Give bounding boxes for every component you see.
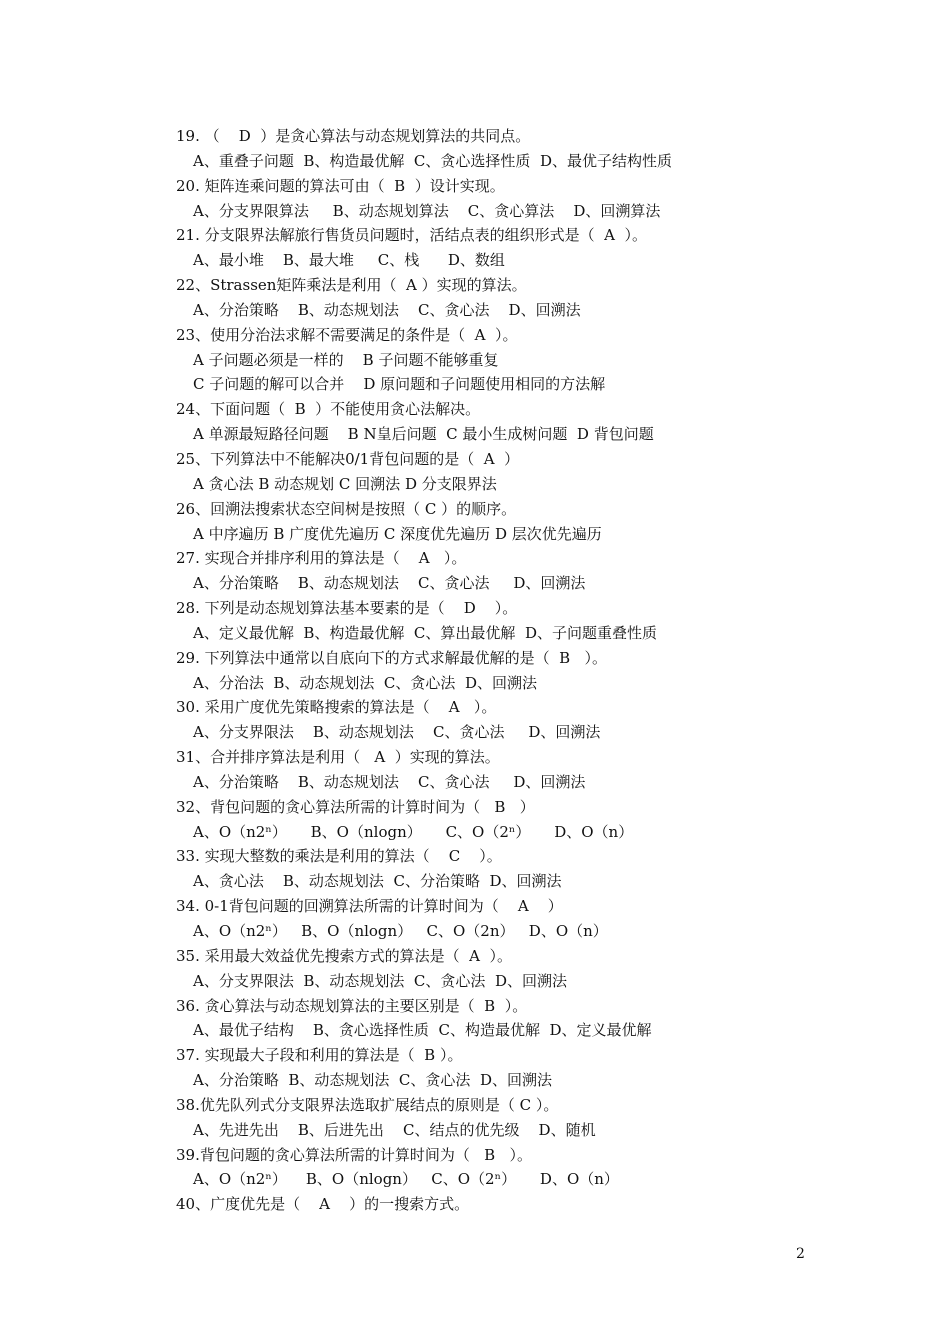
question-line: 27. 实现合并排序利用的算法是（ A ）。	[176, 549, 467, 568]
question-line: 36. 贪心算法与动态规划算法的主要区别是（ B ）。	[176, 996, 528, 1015]
options-line: A、O（n2ⁿ） B、O（nlogn） C、O（2ⁿ） D、O（n）	[193, 1170, 619, 1189]
question-line: 37. 实现最大子段和利用的算法是（ B ）。	[176, 1046, 463, 1065]
question-line: 32、背包问题的贪心算法所需的计算时间为（ B ）	[176, 797, 535, 816]
options-line: A、分治策略 B、动态规划法 C、贪心法 D、回溯法	[193, 772, 586, 791]
options-line: A 子问题必须是一样的 B 子问题不能够重复	[193, 350, 499, 369]
options-line: A、先进先出 B、后进先出 C、结点的优先级 D、随机	[193, 1120, 596, 1139]
options-line: A 中序遍历 B 广度优先遍历 C 深度优先遍历 D 层次优先遍历	[193, 524, 602, 543]
options-line: A、分支界限法 B、动态规划法 C、贪心法 D、回溯法	[193, 723, 601, 742]
options-line: A、分治策略 B、动态规划法 C、贪心法 D、回溯法	[193, 574, 586, 593]
question-line: 23、使用分治法求解不需要满足的条件是（ A ）。	[176, 325, 518, 344]
options-line: A、分治法 B、动态规划法 C、贪心法 D、回溯法	[193, 673, 537, 692]
options-line: A、分支界限法 B、动态规划法 C、贪心法 D、回溯法	[193, 971, 567, 990]
options-line: A、贪心法 B、动态规划法 C、分治策略 D、回溯法	[193, 872, 562, 891]
question-line: 20. 矩阵连乘问题的算法可由（ B ）设计实现。	[176, 176, 505, 195]
options-line: A、O（n2ⁿ） B、O（nlogn） C、O（2n） D、O（n）	[193, 922, 608, 940]
question-line: 22、Strassen矩阵乘法是利用（ A ）实现的算法。	[176, 276, 527, 295]
question-line: 35. 采用最大效益优先搜索方式的算法是（ A ）。	[176, 946, 513, 965]
question-line: 29. 下列算法中通常以自底向下的方式求解最优解的是（ B ）。	[176, 648, 607, 667]
question-line: 34. 0-1背包问题的回溯算法所需的计算时间为（ A ）	[176, 897, 563, 916]
options-line: A、分治策略 B、动态规划法 C、贪心法 D、回溯法	[193, 1071, 552, 1090]
options-line: C 子问题的解可以合并 D 原问题和子问题使用相同的方法解	[193, 375, 606, 394]
options-line: A 贪心法 B 动态规划 C 回溯法 D 分支限界法	[193, 474, 497, 493]
options-line: A、分治策略 B、动态规划法 C、贪心法 D、回溯法	[193, 300, 581, 319]
question-line: 28. 下列是动态规划算法基本要素的是（ D ）。	[176, 599, 518, 618]
options-line: A、最小堆 B、最大堆 C、栈 D、数组	[193, 251, 505, 270]
question-line: 38.优先队列式分支限界法选取扩展结点的原则是（ C ）。	[176, 1095, 559, 1114]
options-line: A、分支界限算法 B、动态规划算法 C、贪心算法 D、回溯算法	[193, 201, 661, 220]
options-line: A、最优子结构 B、贪心选择性质 C、构造最优解 D、定义最优解	[193, 1021, 652, 1040]
question-line: 33. 实现大整数的乘法是利用的算法（ C ）。	[176, 847, 502, 866]
question-line: 21. 分支限界法解旅行售货员问题时，活结点表的组织形式是（ A ）。	[176, 226, 648, 245]
question-line: 40、广度优先是（ A ）的一搜索方式。	[176, 1195, 470, 1214]
question-line: 24、下面问题（ B ）不能使用贪心法解决。	[176, 400, 481, 419]
question-line: 31、合并排序算法是利用（ A ）实现的算法。	[176, 748, 500, 767]
question-line: 26、回溯法搜索状态空间树是按照（ C ）的顺序。	[176, 499, 517, 518]
question-line: 19. （ D ）是贪心算法与动态规划算法的共同点。	[176, 127, 531, 145]
options-line: A、重叠子问题 B、构造最优解 C、贪心选择性质 D、最优子结构性质	[193, 151, 672, 170]
options-line: A 单源最短路径问题 B N皇后问题 C 最小生成树问题 D 背包问题	[193, 425, 654, 444]
options-line: A、定义最优解 B、构造最优解 C、算出最优解 D、子问题重叠性质	[193, 623, 657, 642]
question-line: 25、下列算法中不能解决0/1背包问题的是（ A ）	[176, 449, 520, 468]
page-number: 2	[796, 1246, 805, 1262]
options-line: A、O（n2ⁿ） B、O（nlogn） C、O（2ⁿ） D、O（n）	[193, 822, 634, 841]
question-line: 39.背包问题的贪心算法所需的计算时间为（ B ）。	[176, 1145, 532, 1164]
question-line: 30. 采用广度优先策略搜索的算法是（ A ）。	[176, 698, 497, 717]
question-list	[176, 124, 816, 1217]
